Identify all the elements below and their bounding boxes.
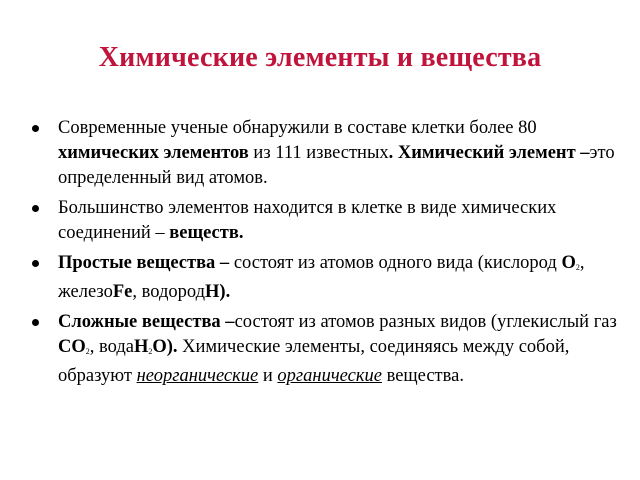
bullet-4-formula-h: Н <box>133 337 149 357</box>
bullet-4-bold-term: Сложные вещества – <box>58 312 235 332</box>
bullet-3-formula-o: О <box>561 253 576 273</box>
bullet-dot-icon <box>32 125 39 132</box>
bullet-3-text-4: ). <box>219 282 231 302</box>
bullet-3-text-3: , водород <box>132 282 206 302</box>
bullet-2-bold-term: веществ. <box>169 223 244 243</box>
bullet-4-text-1: состоят из атомов разных видов (углекислый газ <box>234 312 617 332</box>
bullet-dot-icon <box>32 319 39 326</box>
bullet-list <box>30 116 620 394</box>
bullet-4-subscript-2: 2 <box>148 347 153 356</box>
bullet-item-3 <box>30 251 620 305</box>
bullet-4-text-2: , вода <box>89 337 134 357</box>
bullet-item-1 <box>30 116 620 191</box>
bullet-item-4 <box>30 310 620 389</box>
bullet-2-text-1: Большинство элементов находится в клетке в виде химических соединений – <box>58 198 557 243</box>
bullet-3-text-1: состоят из атомов одного вида (кислород <box>229 253 562 273</box>
bullet-4-text-4: и <box>258 366 278 386</box>
bullet-4-text-5: вещества. <box>381 366 464 386</box>
bullet-3-subscript: 2 <box>575 263 580 272</box>
bullet-3-formula-fe: Fe <box>112 282 133 302</box>
slide-title: Химические элементы и вещества <box>98 42 542 73</box>
bullet-1-bold-definition: . Химический элемент – <box>388 143 590 163</box>
bullet-3-text-2: , железо <box>58 253 585 302</box>
bullet-4-term-organic: органические <box>277 366 382 386</box>
bullet-1-text-1: Современные ученые обнаружили в составе клетки более 80 <box>58 118 537 138</box>
bullet-4-formula-co: СО <box>58 337 86 357</box>
bullet-1-bold-term: химических элементов <box>58 143 249 163</box>
bullet-3-formula-h: Н <box>205 282 220 302</box>
bullet-dot-icon <box>32 205 39 212</box>
bullet-1-text-2: из 111 известных <box>248 143 389 163</box>
bullet-1-text-3: это определенный вид атомов. <box>58 143 615 188</box>
bullet-3-bold-term: Простые вещества – <box>58 253 230 273</box>
bullet-4-subscript-1: 2 <box>85 347 90 356</box>
bullet-item-2 <box>30 196 620 246</box>
bullet-4-formula-o: О). <box>152 337 178 357</box>
bullet-dot-icon <box>32 260 39 267</box>
bullet-4-term-inorganic: неорганические <box>136 366 259 386</box>
bullet-4-text-3: Химические элементы, соединяясь между собой, образуют <box>58 337 570 386</box>
